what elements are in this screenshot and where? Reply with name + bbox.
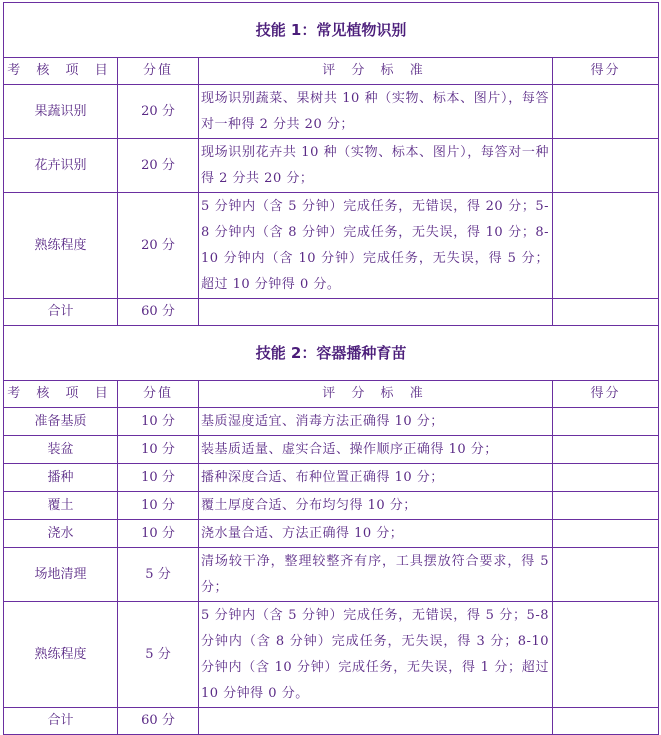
skill2-title-row (4, 326, 659, 381)
table-row (4, 602, 659, 708)
item-name: 果蔬识别 (4, 85, 118, 139)
header-score: 分值 (118, 58, 199, 85)
item-name: 播种 (4, 464, 118, 492)
skill1-header-row (4, 58, 659, 85)
item-criteria: 现场识别蔬菜、果树共 10 种（实物、标本、图片），每答对一种得 2 分共 20 分； (199, 85, 553, 139)
result-cell[interactable] (553, 520, 659, 548)
result-cell[interactable] (553, 708, 659, 735)
table-row (4, 193, 659, 299)
item-criteria: 5 分钟内（含 5 分钟）完成任务，无错误，得 5 分；5-8 分钟内（含 8 分钟）完成任务，无失误，得 3 分；8-10 分钟内（含 10 分钟）完成任务，无失误，得 1 分；超过 10 分钟得 0 分。 (199, 602, 553, 708)
skill2-header-row (4, 381, 659, 408)
skill1-total-row (4, 299, 659, 326)
scoring-sheet (3, 2, 658, 735)
header-item: 考 核 项 目 (4, 58, 118, 85)
item-name: 准备基质 (4, 408, 118, 436)
result-cell[interactable] (553, 602, 659, 708)
table-row (4, 436, 659, 464)
item-name: 场地清理 (4, 548, 118, 602)
result-cell[interactable] (553, 139, 659, 193)
total-criteria-cell (199, 708, 553, 735)
item-criteria: 播种深度合适、布种位置正确得 10 分； (199, 464, 553, 492)
item-name: 覆土 (4, 492, 118, 520)
total-criteria-cell (199, 299, 553, 326)
item-score: 10 分 (118, 436, 199, 464)
skill1-title-row (4, 3, 659, 58)
item-name: 熟练程度 (4, 193, 118, 299)
item-name: 浇水 (4, 520, 118, 548)
item-criteria: 基质湿度适宜、消毒方法正确得 10 分； (199, 408, 553, 436)
item-score: 5 分 (118, 602, 199, 708)
item-criteria: 覆土厚度合适、分布均匀得 10 分； (199, 492, 553, 520)
table-row (4, 408, 659, 436)
table-row (4, 139, 659, 193)
item-score: 10 分 (118, 520, 199, 548)
result-cell[interactable] (553, 492, 659, 520)
header-item: 考 核 项 目 (4, 381, 118, 408)
item-score: 10 分 (118, 408, 199, 436)
table-row (4, 464, 659, 492)
total-label: 合计 (4, 708, 118, 735)
result-cell[interactable] (553, 548, 659, 602)
item-score: 10 分 (118, 464, 199, 492)
header-result: 得分 (553, 58, 659, 85)
item-score: 10 分 (118, 492, 199, 520)
item-name: 花卉识别 (4, 139, 118, 193)
item-criteria: 现场识别花卉共 10 种（实物、标本、图片），每答对一种得 2 分共 20 分； (199, 139, 553, 193)
header-result: 得分 (553, 381, 659, 408)
item-name: 装盆 (4, 436, 118, 464)
skill2-title: 技能 2：容器播种育苗 (4, 326, 659, 381)
total-score: 60 分 (118, 299, 199, 326)
result-cell[interactable] (553, 464, 659, 492)
skill1-title: 技能 1：常见植物识别 (4, 3, 659, 58)
table-row (4, 520, 659, 548)
item-score: 20 分 (118, 193, 199, 299)
item-criteria: 清场较干净，整理较整齐有序，工具摆放符合要求，得 5 分； (199, 548, 553, 602)
table-row (4, 548, 659, 602)
header-score: 分值 (118, 381, 199, 408)
table-row (4, 85, 659, 139)
table-row (4, 492, 659, 520)
result-cell[interactable] (553, 299, 659, 326)
result-cell[interactable] (553, 408, 659, 436)
item-name: 熟练程度 (4, 602, 118, 708)
item-score: 20 分 (118, 85, 199, 139)
result-cell[interactable] (553, 193, 659, 299)
item-criteria: 5 分钟内（含 5 分钟）完成任务，无错误，得 20 分；5-8 分钟内（含 8 分钟）完成任务，无失误，得 10 分；8-10 分钟内（含 10 分钟）完成任务，无失误，得 5 分；超过 10 分钟得 0 分。 (199, 193, 553, 299)
header-criteria: 评 分 标 准 (199, 58, 553, 85)
result-cell[interactable] (553, 85, 659, 139)
total-label: 合计 (4, 299, 118, 326)
item-score: 5 分 (118, 548, 199, 602)
scoring-table (3, 2, 659, 735)
skill2-total-row (4, 708, 659, 735)
item-score: 20 分 (118, 139, 199, 193)
item-criteria: 浇水量合适、方法正确得 10 分； (199, 520, 553, 548)
header-criteria: 评 分 标 准 (199, 381, 553, 408)
item-criteria: 装基质适量、虚实合适、操作顺序正确得 10 分； (199, 436, 553, 464)
result-cell[interactable] (553, 436, 659, 464)
total-score: 60 分 (118, 708, 199, 735)
